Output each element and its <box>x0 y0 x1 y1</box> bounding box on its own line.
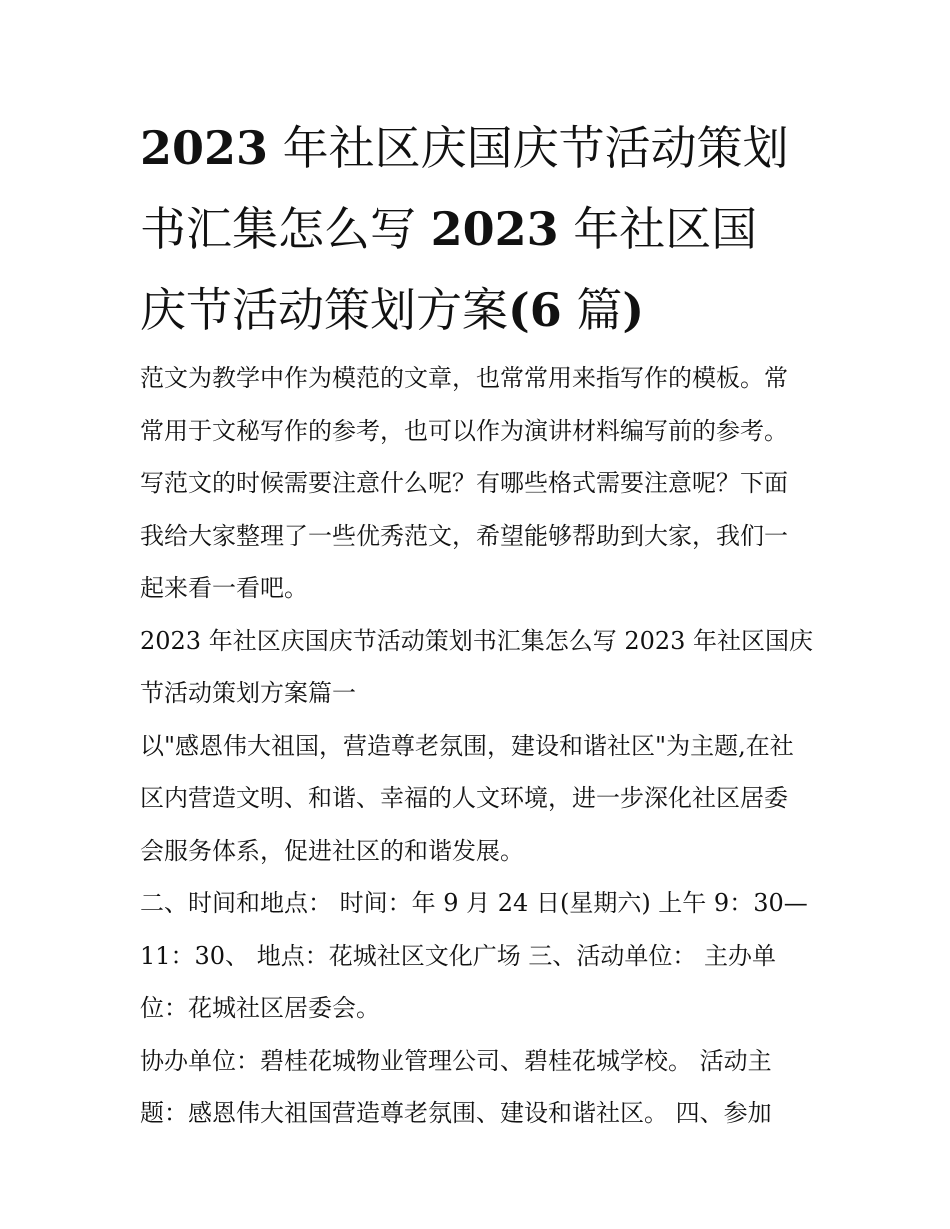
document-title <box>140 108 820 351</box>
title-text: 书汇集怎么写 <box>140 202 431 256</box>
title-text: 年社区国 <box>558 202 758 256</box>
body-line: 范文为教学中作为模范的文章，也常常用来指写作的模板。常 <box>140 364 788 392</box>
body-line: 起来看一看吧。 <box>140 574 308 602</box>
title-count: (6 <box>508 283 562 337</box>
body-line: 常用于文秘写作的参考，也可以作为演讲材料编写前的参考。 <box>140 416 788 445</box>
body-line: 以"感恩伟大祖国，营造尊老氛围，建设和谐社区"为主题,在社 <box>140 731 794 760</box>
body-line: 会服务体系，促进社区的和谐发展。 <box>140 836 524 865</box>
document-body <box>140 352 830 1140</box>
title-text: 庆节活动策划方案 <box>140 283 508 337</box>
body-line: 协办单位：碧桂花城物业管理公司、碧桂花城学校。 活动主 <box>140 1046 772 1075</box>
body-line: 二、时间和地点： 时间：年 9 月 24 日(星期六) 上午 9：30— <box>140 889 808 917</box>
title-text: 篇 <box>561 283 623 337</box>
body-line: 我给大家整理了一些优秀范文，希望能够帮助到大家，我们一 <box>140 521 788 550</box>
body-line: 11：30、 地点：花城社区文化广场 三、活动单位： 主办单 <box>140 941 776 970</box>
section-heading-line: 节活动策划方案篇一 <box>140 679 356 707</box>
section-heading-line: 2023 年社区庆国庆节活动策划书汇集怎么写 2023 年社区国庆 <box>140 626 814 655</box>
title-year: 2023 <box>140 121 269 175</box>
title-line-1 <box>140 108 820 189</box>
title-line-3 <box>140 270 820 351</box>
title-text: 年社区庆国庆节活动策划 <box>268 121 789 175</box>
body-line: 写范文的时候需要注意什么呢？有哪些格式需要注意呢？下面 <box>140 469 788 497</box>
body-line: 位：花城社区居委会。 <box>140 994 380 1022</box>
title-year: 2023 <box>430 202 559 256</box>
title-paren: ) <box>622 283 645 337</box>
body-line: 区内营造文明、和谐、幸福的人文环境，进一步深化社区居委 <box>140 784 788 812</box>
body-line: 题：感恩伟大祖国营造尊老氛围、建设和谐社区。 四、参加 <box>140 1099 772 1127</box>
title-line-2 <box>140 189 820 270</box>
